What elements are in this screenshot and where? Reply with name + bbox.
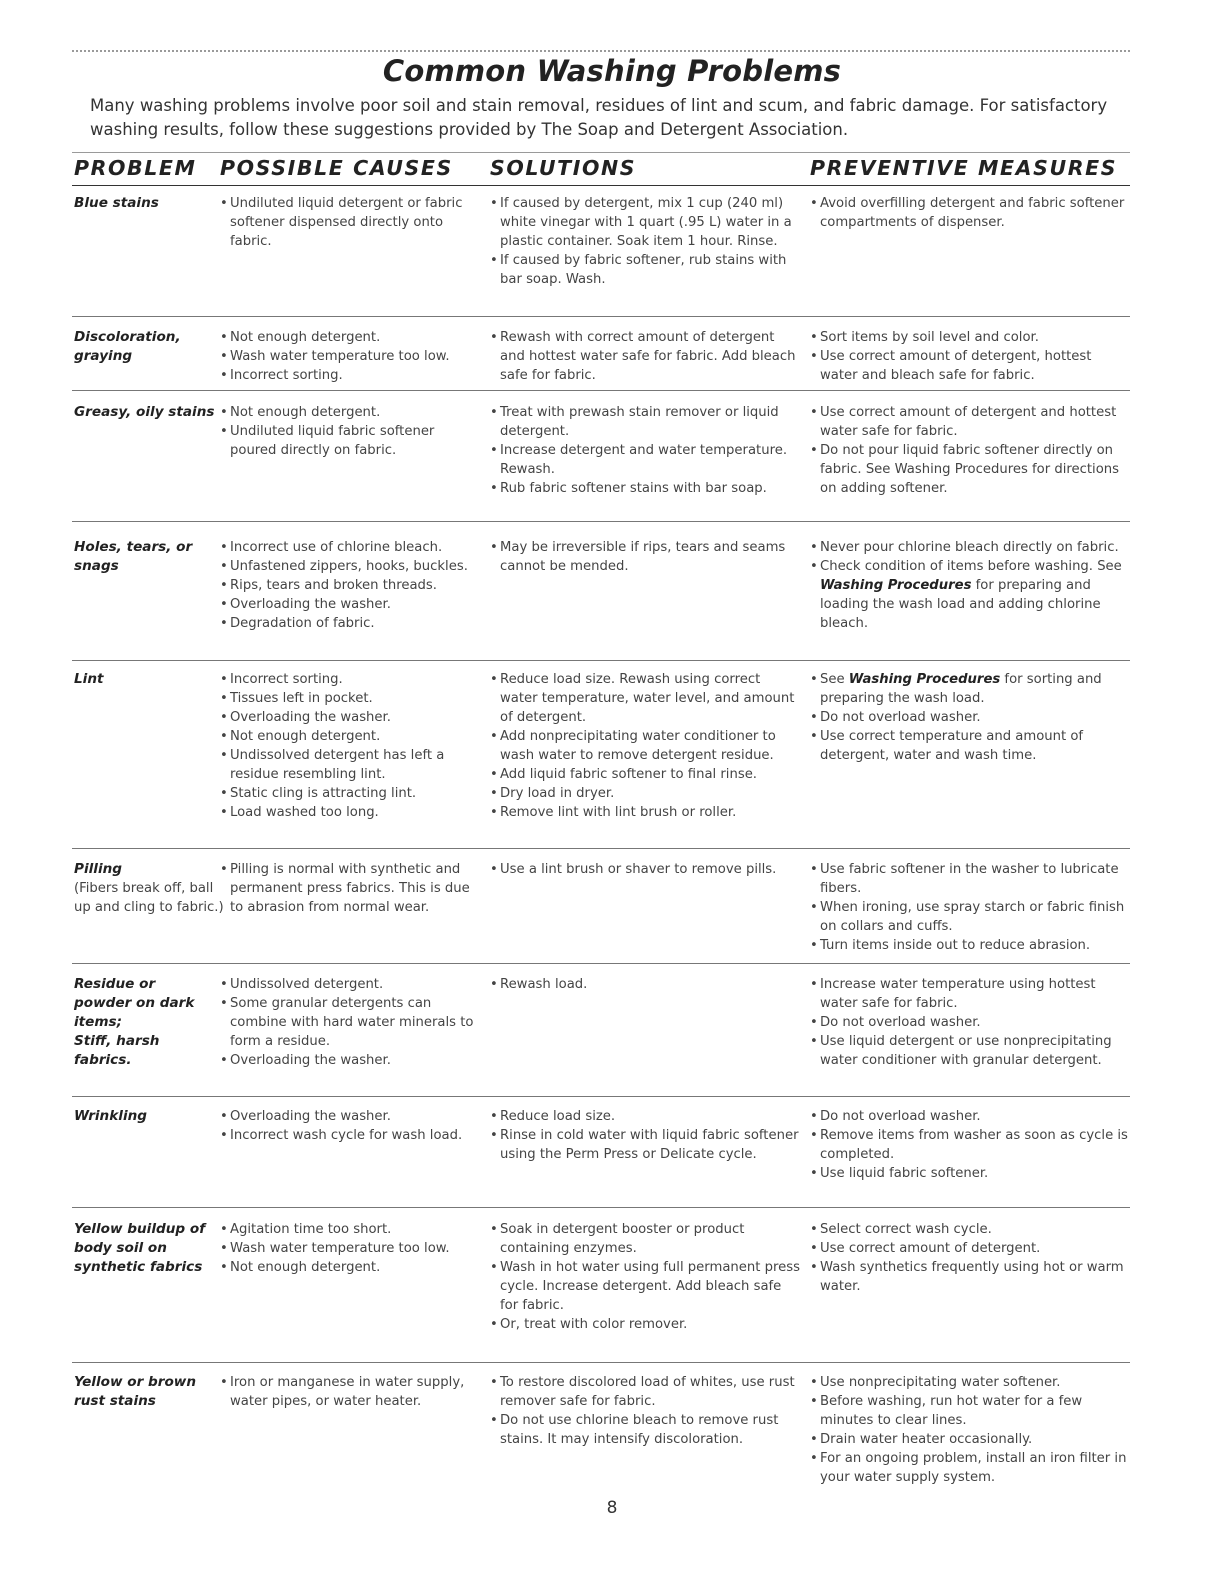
solution-item: • Soak in detergent booster or product containing enzymes. (490, 1220, 800, 1258)
problem-name: Yellow or brown (74, 1374, 197, 1390)
table-row (72, 670, 1130, 849)
causes-cell (220, 328, 482, 385)
solution-item: • Rinse in cold water with liquid fabric softener using the Perm Press or Delicate cycle. (490, 1126, 800, 1164)
cause-item: • Incorrect sorting. (220, 366, 482, 385)
solution-item: • Increase detergent and water temperature. Rewash. (490, 441, 800, 479)
table-row (72, 194, 1130, 317)
problem-cell (74, 538, 224, 576)
cause-item: • Undiluted liquid fabric softener poured directly on fabric. (220, 422, 482, 460)
problem-cell (74, 670, 224, 689)
preventive-cell (810, 670, 1132, 765)
causes-cell (220, 1107, 482, 1145)
solutions-cell (490, 538, 800, 576)
causes-cell (220, 975, 482, 1070)
cause-item: • Wash water temperature too low. (220, 347, 482, 366)
table-row (72, 1107, 1130, 1208)
table-row (72, 538, 1130, 661)
header-problem: PROBLEM (74, 156, 197, 180)
solution-item: • Treat with prewash stain remover or liquid detergent. (490, 403, 800, 441)
causes-cell (220, 860, 482, 917)
table-header (72, 152, 1130, 186)
problem-cell (74, 1107, 224, 1126)
problem-cell (74, 194, 224, 213)
problem-cell (74, 1220, 224, 1277)
preventive-item: • Do not overload washer. (810, 1013, 1132, 1032)
problem-name: Wrinkling (74, 1108, 148, 1124)
preventive-item: • Select correct wash cycle. (810, 1220, 1132, 1239)
solution-item: • Reduce load size. (490, 1107, 800, 1126)
solution-item: • Rewash with correct amount of detergent and hottest water safe for fabric. Add bleach safe for fabric. (490, 328, 800, 385)
preventive-item: • Use liquid detergent or use nonprecipitating water conditioner with granular detergent. (810, 1032, 1132, 1070)
problem-name: fabrics. (74, 1052, 132, 1068)
problem-name: graying (74, 348, 133, 364)
solutions-cell (490, 1220, 800, 1334)
solutions-cell (490, 1107, 800, 1164)
preventive-item: • Use correct amount of detergent and hottest water safe for fabric. (810, 403, 1132, 441)
preventive-item: • Use nonprecipitating water softener. (810, 1373, 1132, 1392)
solutions-cell (490, 975, 800, 994)
problem-name: body soil on (74, 1240, 167, 1256)
header-solutions: SOLUTIONS (490, 156, 637, 180)
cause-item: • Agitation time too short. (220, 1220, 482, 1239)
problem-name: synthetic fabrics (74, 1259, 203, 1275)
problem-note: (Fibers break off, ball up and cling to fabric.) (74, 881, 224, 915)
table-row (72, 1373, 1130, 1493)
preventive-item: • Use liquid fabric softener. (810, 1164, 1132, 1183)
solution-item: • Or, treat with color remover. (490, 1315, 800, 1334)
causes-cell (220, 1220, 482, 1277)
cause-item: • Incorrect wash cycle for wash load. (220, 1126, 482, 1145)
problem-name: items; (74, 1014, 123, 1030)
cause-item: • Not enough detergent. (220, 1258, 482, 1277)
preventive-item: • Do not overload washer. (810, 1107, 1132, 1126)
cause-item: • Overloading the washer. (220, 708, 482, 727)
solution-item: • To restore discolored load of whites, use rust remover safe for fabric. (490, 1373, 800, 1411)
preventive-cell (810, 403, 1132, 498)
cause-item: • Wash water temperature too low. (220, 1239, 482, 1258)
problem-name: Discoloration, (74, 329, 181, 345)
problem-name: Blue stains (74, 195, 159, 211)
solution-item: • Use a lint brush or shaver to remove pills. (490, 860, 800, 879)
preventive-item: • Check condition of items before washing. See Washing Procedures for preparing and loading the wash load and adding chlorine bleach. (810, 557, 1132, 633)
cause-item: • Not enough detergent. (220, 403, 482, 422)
cause-item: • Some granular detergents can combine with hard water minerals to form a residue. (220, 994, 482, 1051)
preventive-item: • See Washing Procedures for sorting and preparing the wash load. (810, 670, 1132, 708)
header-causes: POSSIBLE CAUSES (220, 156, 453, 180)
problem-name: Yellow buildup of (74, 1221, 206, 1237)
preventive-item: • Use fabric softener in the washer to lubricate fibers. (810, 860, 1132, 898)
causes-cell (220, 194, 482, 251)
preventive-item: • Remove items from washer as soon as cycle is completed. (810, 1126, 1132, 1164)
preventive-cell (810, 860, 1132, 955)
cause-item: • Overloading the washer. (220, 1107, 482, 1126)
solution-item: • If caused by detergent, mix 1 cup (240 ml) white vinegar with 1 quart (.95 L) water in a plastic container. Soak item 1 hour. Rinse. (490, 194, 800, 251)
causes-cell (220, 538, 482, 633)
problem-cell (74, 403, 224, 422)
table-row (72, 403, 1130, 522)
top-rule (72, 50, 1130, 52)
problem-cell (74, 975, 224, 1070)
solutions-cell (490, 403, 800, 498)
solution-item: • Rewash load. (490, 975, 800, 994)
solutions-cell (490, 194, 800, 289)
preventive-item: • Do not pour liquid fabric softener directly on fabric. See Washing Procedures for directions on adding softener. (810, 441, 1132, 498)
preventive-item: • For an ongoing problem, install an iron filter in your water supply system. (810, 1449, 1132, 1487)
cause-item: • Load washed too long. (220, 803, 482, 822)
cause-item: • Overloading the washer. (220, 1051, 482, 1070)
problem-name: Greasy, oily stains (74, 404, 215, 420)
preventive-cell (810, 194, 1132, 232)
cause-item: • Rips, tears and broken threads. (220, 576, 482, 595)
solutions-cell (490, 1373, 800, 1449)
solution-item: • Do not use chlorine bleach to remove rust stains. It may intensify discoloration. (490, 1411, 800, 1449)
solution-item: • May be irreversible if rips, tears and seams cannot be mended. (490, 538, 800, 576)
problem-name: Pilling (74, 861, 123, 877)
preventive-item: • When ironing, use spray starch or fabric finish on collars and cuffs. (810, 898, 1132, 936)
cause-item: • Degradation of fabric. (220, 614, 482, 633)
preventive-item: • Avoid overfilling detergent and fabric softener compartments of dispenser. (810, 194, 1132, 232)
problem-cell (74, 328, 224, 366)
solution-item: • Add liquid fabric softener to final rinse. (490, 765, 800, 784)
solution-item: • Wash in hot water using full permanent press cycle. Increase detergent. Add bleach safe for fabric. (490, 1258, 800, 1315)
preventive-cell (810, 1220, 1132, 1296)
header-preventive: PREVENTIVE MEASURES (810, 156, 1118, 180)
solution-item: • If caused by fabric softener, rub stains with bar soap. Wash. (490, 251, 800, 289)
cause-item: • Not enough detergent. (220, 328, 482, 347)
preventive-item: • Before washing, run hot water for a few minutes to clear lines. (810, 1392, 1132, 1430)
preventive-cell (810, 538, 1132, 633)
preventive-item: • Use correct temperature and amount of detergent, water and wash time. (810, 727, 1132, 765)
intro-paragraph: Many washing problems involve poor soil and stain removal, residues of lint and scum, and fabric damage. For satisfactory washing results, follow these suggestions provided by The Soap and Detergent Association. (90, 96, 1108, 139)
table-row (72, 1220, 1130, 1363)
solution-item: • Dry load in dryer. (490, 784, 800, 803)
cause-item: • Unfastened zippers, hooks, buckles. (220, 557, 482, 576)
table-row (72, 328, 1130, 391)
causes-cell (220, 403, 482, 460)
cause-item: • Undissolved detergent has left a residue resembling lint. (220, 746, 482, 784)
cause-item: • Incorrect use of chlorine bleach. (220, 538, 482, 557)
preventive-cell (810, 1373, 1132, 1487)
cause-item: • Pilling is normal with synthetic and permanent press fabrics. This is due to abrasion from normal wear. (220, 860, 482, 917)
preventive-item: • Never pour chlorine bleach directly on fabric. (810, 538, 1132, 557)
preventive-item: • Use correct amount of detergent, hottest water and bleach safe for fabric. (810, 347, 1132, 385)
solution-item: • Remove lint with lint brush or roller. (490, 803, 800, 822)
cause-item: • Overloading the washer. (220, 595, 482, 614)
solution-item: • Rub fabric softener stains with bar soap. (490, 479, 800, 498)
problem-cell (74, 1373, 224, 1411)
cause-item: • Not enough detergent. (220, 727, 482, 746)
table-row (72, 975, 1130, 1097)
page-number: 8 (606, 1498, 618, 1518)
problem-name: snags (74, 558, 119, 574)
preventive-cell (810, 328, 1132, 385)
preventive-cell (810, 975, 1132, 1070)
solution-item: • Add nonprecipitating water conditioner to wash water to remove detergent residue. (490, 727, 800, 765)
problem-name: Residue or (74, 976, 156, 992)
causes-cell (220, 670, 482, 822)
cause-item: • Undiluted liquid detergent or fabric softener dispensed directly onto fabric. (220, 194, 482, 251)
cause-item: • Tissues left in pocket. (220, 689, 482, 708)
problem-name: rust stains (74, 1393, 156, 1409)
problem-name: Stiff, harsh (74, 1033, 160, 1049)
solution-item: • Reduce load size. Rewash using correct water temperature, water level, and amount of detergent. (490, 670, 800, 727)
preventive-item: • Use correct amount of detergent. (810, 1239, 1132, 1258)
table-row (72, 860, 1130, 964)
causes-cell (220, 1373, 482, 1411)
preventive-item: • Wash synthetics frequently using hot or warm water. (810, 1258, 1132, 1296)
preventive-item: • Turn items inside out to reduce abrasion. (810, 936, 1132, 955)
cause-item: • Incorrect sorting. (220, 670, 482, 689)
preventive-item: • Do not overload washer. (810, 708, 1132, 727)
solutions-cell (490, 328, 800, 385)
problem-cell (74, 860, 224, 917)
solutions-cell (490, 670, 800, 822)
solutions-cell (490, 860, 800, 879)
preventive-item: • Sort items by soil level and color. (810, 328, 1132, 347)
problem-name: Holes, tears, or (74, 539, 193, 555)
preventive-cell (810, 1107, 1132, 1183)
preventive-item: • Increase water temperature using hottest water safe for fabric. (810, 975, 1132, 1013)
problem-name: Lint (74, 671, 104, 687)
cause-item: • Static cling is attracting lint. (220, 784, 482, 803)
cause-item: • Iron or manganese in water supply, water pipes, or water heater. (220, 1373, 482, 1411)
cause-item: • Undissolved detergent. (220, 975, 482, 994)
problem-name: powder on dark (74, 995, 195, 1011)
preventive-item: • Drain water heater occasionally. (810, 1430, 1132, 1449)
page-title: Common Washing Problems (382, 54, 842, 88)
